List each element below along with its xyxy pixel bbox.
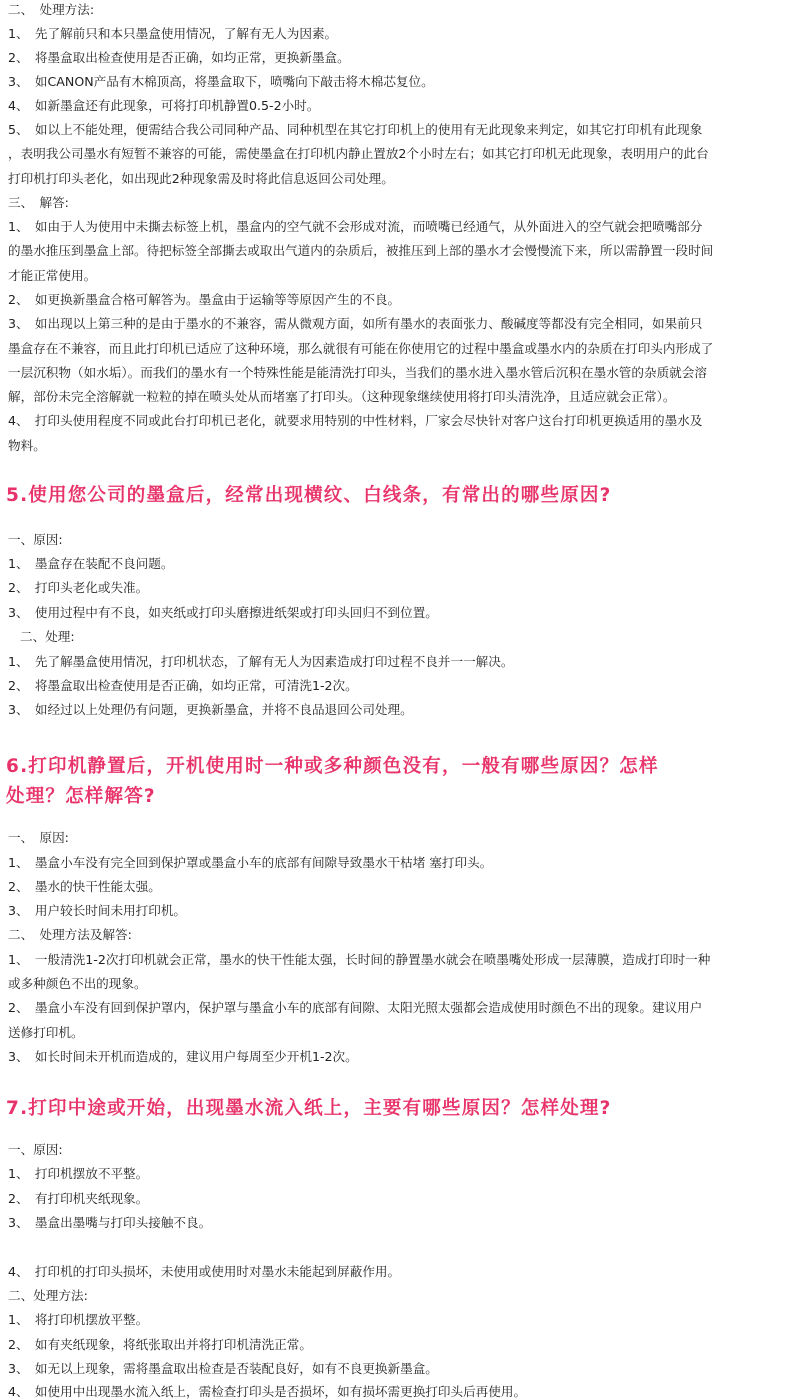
s6-line-4: 3、 用户较长时间未用打印机。 [8, 903, 187, 918]
s5-line-1: 一、原因: [8, 532, 63, 547]
s7-line-5: 4、 打印机的打印头损坏，未使用或使用时对墨水未能起到屏蔽作用。 [8, 1264, 401, 1279]
s7-line-1: 一、原因: [8, 1142, 63, 1157]
s6-line-3: 2、 墨水的快干性能太强。 [8, 879, 161, 894]
s7-line-7: 1、 将打印机摆放平整。 [8, 1312, 149, 1327]
s5-line-8: 3、 如经过以上处理仍有问题，更换新墨盒，并将不良品退回公司处理。 [8, 702, 413, 717]
section-5-heading: 5.使用您公司的墨盒后，经常出现横纹、白线条，有常出的哪些原因? [6, 485, 612, 506]
s7-line-6: 二、处理方法: [8, 1288, 88, 1303]
intro-line-12: 才能正常使用。 [8, 268, 97, 283]
intro-line-14: 3、 如出现以上第三种的是由于墨水的不兼容，需从微观方面，如所有墨水的表面张力、酸碱度等都没有完全相同，如果前只 [8, 316, 703, 331]
s7-line-10: 4、 如使用中出现墨水流入纸上，需检查打印头是否损坏，如有损坏需更换打印头后再使用。 [8, 1384, 527, 1399]
s6-line-5: 二、 处理方法及解答: [8, 927, 132, 942]
intro-line-9: 三、 解答: [8, 195, 69, 210]
s7-line-8: 2、 如有夹纸现象，将纸张取出并将打印机清洗正常。 [8, 1337, 312, 1352]
s7-line-2: 1、 打印机摆放不平整。 [8, 1166, 149, 1181]
intro-line-3: 2、 将墨盒取出检查使用是否正确，如均正常，更换新墨盒。 [8, 50, 350, 65]
s7-line-9: 3、 如无以上现象，需将墨盒取出检查是否装配良好，如有不良更换新墨盒。 [8, 1361, 438, 1376]
section-6-heading-line-2: 处理？怎样解答? [6, 786, 156, 807]
intro-line-15: 墨盒存在不兼容，而且此打印机已适应了这种环境，那么就很有可能在你使用它的过程中墨盒或墨水内的杂质在打印头内形成了 [8, 341, 714, 356]
intro-line-11: 的墨水推压到墨盒上部。待把标签全部撕去或取出气道内的杂质后，被推压到上部的墨水才会慢慢流下来，所以需静置一段时间 [8, 243, 714, 258]
intro-line-1: 二、 处理方法: [8, 2, 95, 17]
s6-line-10: 3、 如长时间未开机而造成的，建议用户每周至少开机1-2次。 [8, 1049, 358, 1064]
s5-line-7: 2、 将墨盒取出检查使用是否正确，如均正常，可清洗1-2次。 [8, 678, 358, 693]
intro-line-19: 物料。 [8, 438, 46, 453]
s7-line-4: 3、 墨盒出墨嘴与打印头接触不良。 [8, 1215, 212, 1230]
intro-line-5: 4、 如新墨盒还有此现象，可将打印机静置0.5-2小时。 [8, 98, 320, 113]
intro-line-18: 4、 打印头使用程度不同或此台打印机已老化，就要求用特别的中性材料，厂家会尽快针对客户这台打印机更换适用的墨水及 [8, 413, 703, 428]
s5-line-5: 二、处理: [20, 629, 75, 644]
s5-line-4: 3、 使用过程中有不良，如夹纸或打印头磨擦进纸架或打印头回归不到位置。 [8, 605, 438, 620]
s6-line-9: 送修打印机。 [8, 1025, 84, 1040]
s5-line-2: 1、 墨盒存在装配不良问题。 [8, 556, 174, 571]
intro-line-4: 3、 如CANON产品有木棉顶高，将墨盒取下，喷嘴向下敲击将木棉芯复位。 [8, 74, 434, 89]
intro-line-8: 打印机打印头老化，如出现此2种现象需及时将此信息返回公司处理。 [8, 171, 394, 186]
section-6-heading-line-1: 6.打印机静置后，开机使用时一种或多种颜色没有，一般有哪些原因？怎样 [6, 756, 659, 777]
section-7-heading: 7.打印中途或开始，出现墨水流入纸上，主要有哪些原因？怎样处理? [6, 1098, 612, 1119]
s7-line-3: 2、 有打印机夹纸现象。 [8, 1191, 149, 1206]
s6-line-6: 1、 一般清洗1-2次打印机就会正常，墨水的快干性能太强，长时间的静置墨水就会在喷墨嘴处形成一层薄膜，造成打印时一种 [8, 952, 711, 967]
s5-line-6: 1、 先了解墨盒使用情况，打印机状态，了解有无人为因素造成打印过程不良并一一解决。 [8, 654, 514, 669]
intro-line-17: 解，部份未完全溶解就一粒粒的掉在喷头处从而堵塞了打印头。（这种现象继续使用将打印头清洗净，且适应就会正常）。 [8, 389, 676, 404]
intro-line-10: 1、 如由于人为使用中未撕去标签上机，墨盒内的空气就不会形成对流，而喷嘴已经通气，从外面进入的空气就会把喷嘴部分 [8, 219, 703, 234]
intro-line-7: ，表明我公司墨水有短暂不兼容的可能，需使墨盒在打印机内静止置放2个小时左右；如其它打印机无此现象，表明用户的此台 [8, 146, 709, 161]
s6-line-8: 2、 墨盒小车没有回到保护罩内，保护罩与墨盒小车的底部有间隙、太阳光照太强都会造成使用时颜色不出的现象。建议用户 [8, 1000, 703, 1015]
intro-line-13: 2、 如更换新墨盒合格可解答为。墨盒由于运输等等原因产生的不良。 [8, 292, 401, 307]
intro-line-2: 1、 先了解前只和本只墨盒使用情况，了解有无人为因素。 [8, 26, 338, 41]
s6-line-7: 或多种颜色不出的现象。 [8, 976, 147, 991]
s5-line-3: 2、 打印头老化或失准。 [8, 580, 149, 595]
s6-line-2: 1、 墨盒小车没有完全回到保护罩或墨盒小车的底部有间隙导致墨水干枯堵 塞打印头。 [8, 855, 493, 870]
s6-line-1: 一、 原因: [8, 830, 69, 845]
intro-line-16: 一层沉积物（如水垢）。而我们的墨水有一个特殊性能是能清洗打印头，当我们的墨水进入墨水管后沉积在墨水管的杂质就会溶 [8, 365, 707, 380]
intro-line-6: 5、 如以上不能处理，便需结合我公司同种产品、同种机型在其它打印机上的使用有无此现象来判定，如其它打印机有此现象 [8, 122, 703, 137]
